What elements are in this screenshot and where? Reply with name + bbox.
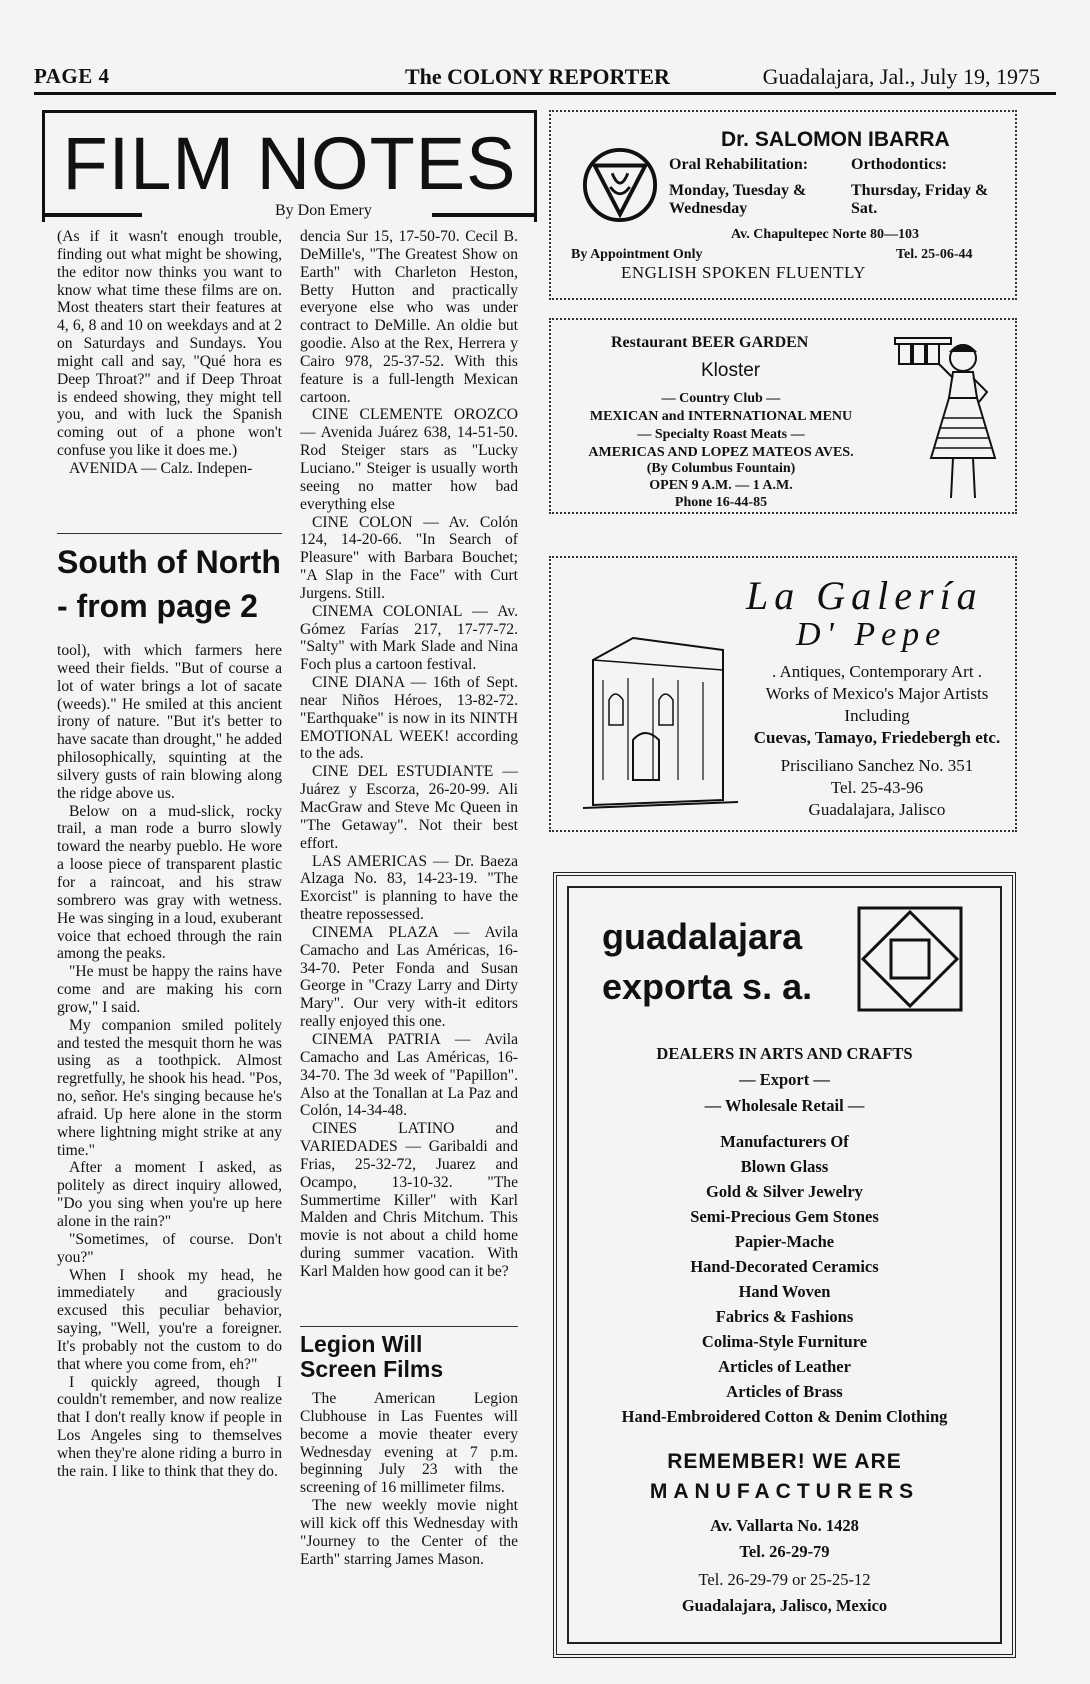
ad-line: Including	[844, 706, 910, 725]
ad-line: — Specialty Roast Meats —	[637, 427, 805, 442]
listing-paragraph: dencia Sur 15, 17-50-70. Cecil B. DeMille's, "The Greatest Show on Earth" with Charleton Heston, Betty Hutton and practically everyone else who was under contract to DeMille. An oldie but goodie. Also at the Rex, Herrera y Cairo 978, 25-37-52. With this feature is a full-length Mexican cartoon.	[300, 228, 518, 406]
dental-seal-icon	[581, 146, 659, 224]
article-paragraph: When I shook my head, he immediately and graciously excused this peculiar behavior, saying, "Well, you're a foreigner. It's probably not the custom to do that where you come from, eh?"	[57, 1266, 282, 1373]
theater-listings	[300, 228, 518, 1281]
exporta-logo-icon	[855, 904, 965, 1014]
listing-paragraph: CINEMA PATRIA — Avila Camacho and Las Américas, 16-34-70. The 3d week of "Papillon". Also at the Tonallan at La Paz and Colón, 14-34-48.	[300, 1030, 518, 1120]
ad-line: Guadalajara, Jalisco	[808, 800, 946, 819]
banner-rule-left	[42, 213, 142, 217]
right-heading: Orthodontics:	[851, 156, 947, 173]
ad-line: Hand-Decorated Ceramics	[690, 1257, 879, 1276]
article-paragraph: The new weekly movie night will kick off this Wednesday with "Journey to the Center of the Earth" starring James Mason.	[300, 1497, 518, 1568]
article-paragraph: "He must be happy the rains have come and are making his corn grow," I said.	[57, 963, 282, 1016]
exporta-phones: Tel. 26-29-79 or 25-25-12	[698, 1570, 871, 1589]
headline-line: South of North	[57, 544, 281, 580]
english-spoken: ENGLISH SPOKEN FLUENTLY	[621, 263, 866, 282]
south-of-north-headline	[57, 540, 282, 628]
ad-line: — Country Club —	[661, 391, 781, 406]
left-heading: Oral Rehabilitation:	[669, 156, 809, 173]
colonial-building-icon	[573, 630, 743, 820]
ad-line: — Wholesale Retail —	[704, 1096, 865, 1115]
film-notes-paragraph: AVENIDA — Calz. Indepen-	[69, 459, 253, 477]
left-days: Monday, Tuesday & Wednesday	[669, 182, 807, 217]
listing-paragraph: CINE DEL ESTUDIANTE — Juárez y Escorza, 26-20-99. Ali MacGraw and Steve Mc Queen in "The Getaway". Not their best effort.	[300, 763, 518, 852]
exporta-city: Guadalajara, Jalisco, Mexico	[681, 1596, 888, 1615]
listing-paragraph: CINE CLEMENTE OROZCO — Avenida Juárez 638, 14-51-50. Rod Steiger stars as "Lucky Luciano." Steiger is usually worth seeing no matter how bad everything else	[300, 406, 518, 513]
exporta-brand-line2: exporta s. a.	[602, 966, 813, 1007]
doctor-name: Dr. SALOMON IBARRA	[721, 128, 950, 151]
ad-line: Tel. 25-43-96	[830, 778, 924, 797]
ad-line: Manufacturers Of	[720, 1132, 849, 1151]
article-paragraph: I quickly agreed, though I couldn't remember, and now realize that I don't really know if people in Los Angeles sing to themselves when they're alone riding a burro in the rain. I like to think that they do.	[57, 1373, 282, 1480]
exporta-brand-line1: guadalajara	[602, 916, 803, 957]
ad-kloster-beer-garden	[549, 318, 1017, 514]
ad-line: Works of Mexico's Major Artists	[765, 684, 989, 703]
article-paragraph: My companion smiled politely and tested the mesquit thorn he was using as a toothpick. Almost regretfully, he shook his head. "Pos, no, señor. He's singing because he's afraid. Up here alone in the storm where lightning might strike at any time."	[57, 1016, 282, 1159]
ad-line: Cuevas, Tamayo, Friedebergh etc.	[753, 728, 1001, 747]
listing-paragraph: CINEMA COLONIAL — Av. Gómez Farías 217, 17-77-72. "Salty" with Mark Slade and Nina Foch plus a cartoon festival.	[300, 602, 518, 674]
ad-line: Semi-Precious Gem Stones	[690, 1207, 879, 1226]
ad-line: — Export —	[739, 1070, 830, 1089]
ad-line: OPEN 9 A.M. — 1 A.M.	[649, 478, 793, 493]
legion-article	[300, 1390, 518, 1568]
ad-line: Phone 16-44-85	[674, 495, 768, 510]
headline-line: Legion Will	[300, 1331, 423, 1357]
ad-line: Gold & Silver Jewelry	[706, 1182, 863, 1201]
film-notes-title: FILM NOTES	[62, 122, 517, 205]
listing-paragraph: CINES LATINO and VARIEDADES — Garibaldi and Frias, 25-32-72, Juarez and Ocampo, 13-10-32. "The Summertime Killer" with Karl Malden and Chris Mitchum. This movie is not about a child home during summer vacation. With Karl Malden how good can it be?	[300, 1120, 518, 1280]
page-number: PAGE 4	[34, 64, 110, 88]
column-rule	[57, 533, 282, 534]
ad-line: AMERICAS AND LOPEZ MATEOS AVES.	[588, 445, 854, 460]
ad-guadalajara-exporta	[553, 872, 1016, 1658]
ad-line: Blown Glass	[740, 1157, 829, 1176]
ad-line: Articles of Leather	[718, 1357, 851, 1376]
headline-line: - from page 2	[57, 588, 258, 624]
film-notes-intro	[57, 228, 282, 478]
column-rule	[300, 1326, 518, 1327]
ad-line: Prisciliano Sanchez No. 351	[780, 756, 974, 775]
article-paragraph: "Sometimes, of course. Don't you?"	[57, 1230, 282, 1266]
restaurant-brand: Kloster	[701, 360, 761, 381]
dateline: Guadalajara, Jal., July 19, 1975	[762, 64, 1040, 89]
film-notes-paragraph: (As if it wasn't enough trouble, finding out what might be showing, the editor now thinks you want to know what time these films are on. Most theaters start their features at 4, 6, 8 and 10 on weekdays and at 2 on Saturdays and Sundays. You might call and say, "Qué hora es Deep Throat?" and if Deep Throat is endeed showing, they might tell you, and with luck the Spanish coming out of a phone won't confuse you like it does me.)	[57, 228, 282, 460]
gallery-script-title: La Galería	[746, 573, 983, 618]
byline: By Don Emery	[275, 202, 372, 219]
ad-dr-ibarra	[549, 110, 1017, 300]
office-address: Av. Chapultepec Norte 80—103	[731, 227, 919, 242]
ad-line: Colima-Style Furniture	[701, 1332, 868, 1351]
newspaper-name: The COLONY REPORTER	[405, 64, 670, 89]
ad-line: . Antiques, Contemporary Art .	[771, 662, 983, 681]
legion-headline	[300, 1332, 520, 1382]
gallery-script-subtitle: D' Pepe	[796, 616, 947, 653]
appointment-note: By Appointment Only	[571, 247, 703, 262]
exporta-phone: Tel. 26-29-79	[739, 1542, 830, 1561]
listing-paragraph: LAS AMERICAS — Dr. Baeza Alzaga No. 83, 14-23-19. "The Exorcist" is planning to have the theatre repossessed.	[300, 852, 518, 924]
ad-line: Hand-Embroidered Cotton & Denim Clothing	[621, 1407, 948, 1426]
ad-line: Articles of Brass	[726, 1382, 843, 1401]
right-days: Thursday, Friday & Sat.	[851, 182, 989, 217]
remember-line: REMEMBER! WE ARE	[667, 1450, 902, 1473]
article-paragraph: The American Legion Clubhouse in Las Fuentes will become a movie theater every Wednesday evening at 7 p.m. beginning July 23 with the screening of 16 millimeter films.	[300, 1390, 518, 1497]
exporta-address: Av. Vallarta No. 1428	[710, 1516, 859, 1535]
article-paragraph: tool), with which farmers here weed their fields. "But of course a lot of water brings a lot of sacate (weeds)." He smiled at this ancient irony of nature. "But it's better to have sacate than drought," he added philosophically, squinting at the silvery gusts of rain blowing along the ridge above us.	[57, 642, 282, 802]
masthead-rule	[34, 92, 1056, 95]
article-paragraph: After a moment I asked, as politely as direct inquiry allowed, "Do you sing when you're up here alone in the rain?"	[57, 1159, 282, 1230]
south-of-north-article	[57, 642, 282, 1481]
listing-paragraph: CINE COLON — Av. Colón 124, 14-20-66. "In Search of Pleasure" with Barbara Bouchet; "A Slap in the Face" with Curt Jurgens. Still.	[300, 513, 518, 602]
ad-line: Papier-Mache	[734, 1232, 835, 1251]
listing-paragraph: CINEMA PLAZA — Avila Camacho and Las Américas, 16-34-70. Peter Fonda and Susan George in "Crazy Larry and Dirty Mary". Our very with-it editors really enjoyed this one.	[300, 923, 518, 1031]
ad-line: DEALERS IN ARTS AND CRAFTS	[656, 1044, 913, 1063]
ad-line: Fabrics & Fashions	[715, 1307, 854, 1326]
ad-line: Hand Woven	[738, 1282, 831, 1301]
waitress-illustration-icon	[891, 328, 1001, 508]
banner-rule-right	[432, 213, 537, 217]
ad-line: MEXICAN and INTERNATIONAL MENU	[589, 409, 853, 424]
masthead	[0, 0, 1090, 100]
listing-paragraph: CINE DIANA — 16th of Sept. near Niños Héroes, 13-82-72. "Earthquake" is now in its NINTH EMOTIONAL WEEK! according to the ads.	[300, 674, 518, 763]
headline-line: Screen Films	[300, 1356, 444, 1382]
manufacturers-line: MANUFACTURERS	[649, 1480, 920, 1503]
ad-line: (By Columbus Fountain)	[646, 461, 796, 476]
restaurant-title: Restaurant BEER GARDEN	[611, 334, 809, 351]
office-phone: Tel. 25-06-44	[896, 247, 973, 262]
ad-la-galeria	[549, 556, 1017, 832]
article-paragraph: Below on a mud-slick, rocky trail, a man rode a burro slowly toward the nearby pueblo. He wore a loose piece of transparent plastic for a raincoat, and his straw sombrero was gray with wetness. He was singing in a loud, exuberant voice that echoed through the rain among the peaks.	[57, 802, 282, 963]
